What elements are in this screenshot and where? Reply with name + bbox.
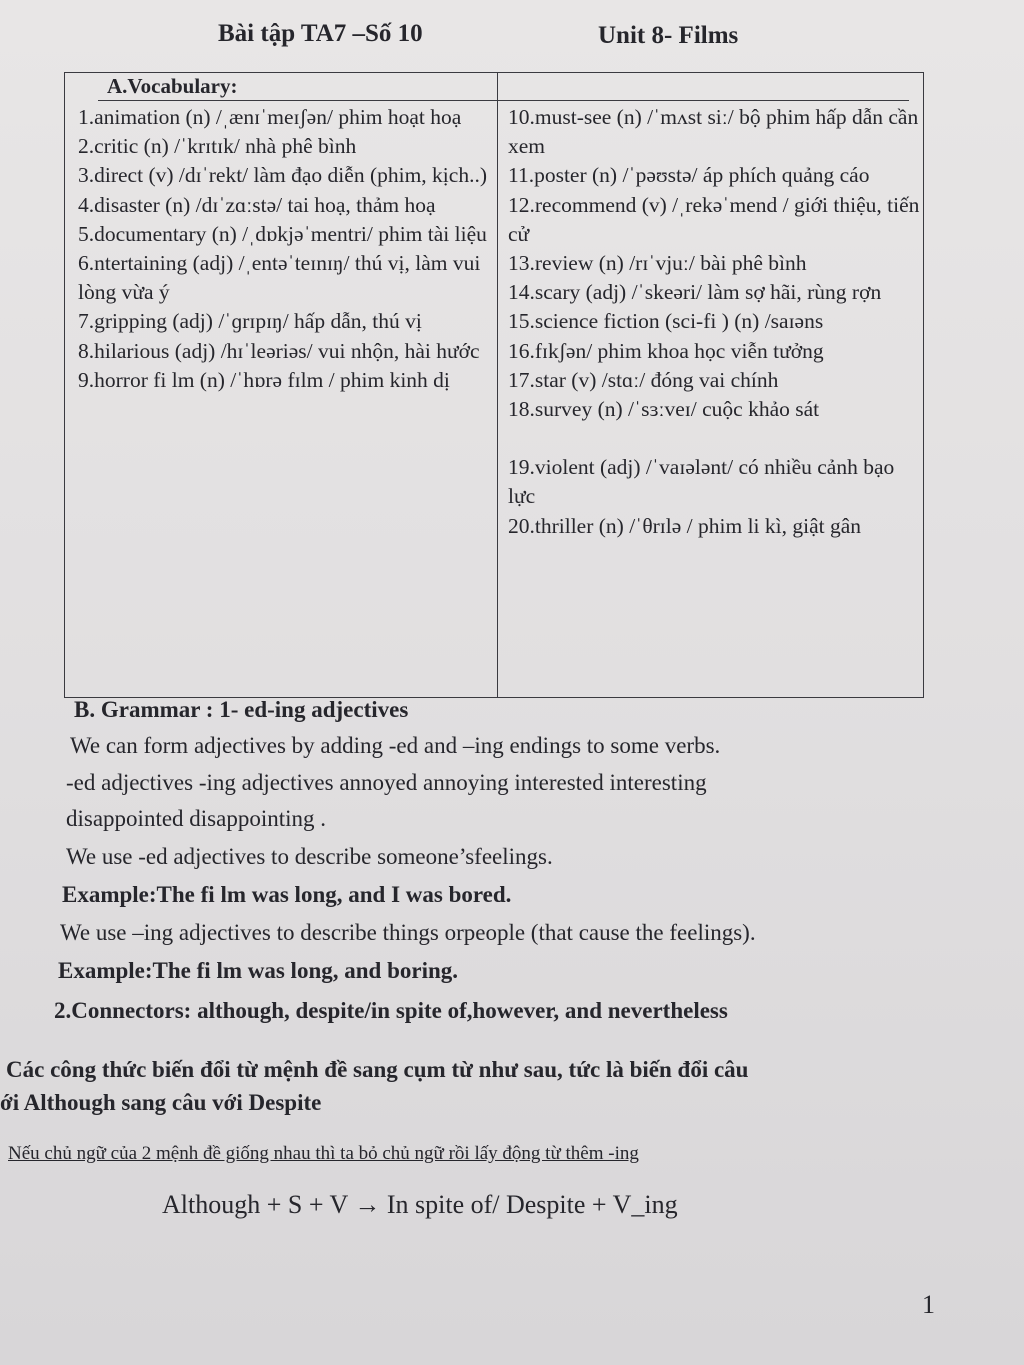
- vocab-left-column: [78, 103, 498, 395]
- grammar-line: We use –ing adjectives to describe things orpeople (that cause the feelings).: [60, 920, 756, 945]
- page-number: 1: [922, 1290, 935, 1319]
- worksheet-title: Bài tập TA7 –Số 10: [218, 20, 423, 47]
- vocab-entry: 9.horror fi lm (n) /ˈhɒrə fɪlm / phim kinh dị: [78, 367, 450, 392]
- grammar-line: disappointed disappointing .: [66, 806, 327, 831]
- conversion-note: ới Although sang câu với Despite: [0, 1090, 322, 1115]
- vocab-entry: 13.review (n) /rɪˈvjuː/ bài phê bình: [508, 251, 807, 276]
- vocab-entry: 16.fɪkʃən/ phim khoa học viễn tưởng: [508, 338, 824, 363]
- vocab-entry: 2.critic (n) /ˈkrɪtɪk/ nhà phê bình: [78, 134, 357, 159]
- table-header-line: [98, 100, 909, 101]
- vocab-entry: 8.hilarious (adj) /hɪˈleəriəs/ vui nhộn, hài hước: [78, 338, 480, 363]
- vocab-entry: 7.gripping (adj) /ˈɡrɪpɪŋ/ hấp dẫn, thú vị: [78, 309, 422, 334]
- example-sentence: Example:The fi lm was long, and boring.: [58, 958, 458, 983]
- vocab-entry: 18.survey (n) /ˈsɜːveɪ/ cuộc khảo sát: [508, 397, 820, 422]
- example-sentence: Example:The fi lm was long, and I was bored.: [62, 882, 512, 907]
- grammar-heading: B. Grammar : 1- ed-ing adjectives: [74, 697, 409, 722]
- conversion-formula: Although + S + V → In spite of/ Despite + V_ing: [162, 1190, 678, 1219]
- vocab-entry: 1.animation (n) /ˌænɪˈmeɪʃən/ phim hoạt hoạ: [78, 105, 462, 129]
- vocab-entry: 14.scary (adj) /ˈskeəri/ làm sợ hãi, rùng rợn: [508, 280, 882, 305]
- vocab-entry: 5.documentary (n) /ˌdɒkjəˈmentri/ phim tài liệu: [78, 221, 487, 246]
- vocab-entry: 4.disaster (n) /dɪˈzɑːstə/ tai hoạ, thảm hoạ: [78, 192, 436, 217]
- vocab-entry: 20.thriller (n) /ˈθrɪlə / phim li kì, giật gân: [508, 513, 862, 538]
- vocab-entry: 3.direct (v) /dɪˈrekt/ làm đạo diễn (phim, kịch..): [78, 163, 487, 188]
- vocab-entry: 17.star (v) /stɑː/ đóng vai chính: [508, 367, 779, 392]
- conversion-note: Các công thức biến đổi từ mệnh đề sang cụm từ như sau, tức là biến đổi câu: [6, 1057, 749, 1082]
- vocab-entry: 10.must-see (n) /ˈmʌst siː/ bộ phim hấp dẫn cần xem: [508, 105, 919, 159]
- vocabulary-heading: A.Vocabulary:: [107, 74, 238, 98]
- rule-note: Nếu chủ ngữ của 2 mệnh đề giống nhau thì ta bỏ chủ ngữ rồi lấy động từ thêm -ing: [8, 1143, 639, 1164]
- vocab-entry: 11.poster (n) /ˈpəʊstə/ áp phích quảng cáo: [508, 163, 870, 188]
- unit-title: Unit 8- Films: [598, 22, 739, 49]
- connectors-heading: 2.Connectors: although, despite/in spite of,however, and nevertheless: [54, 998, 728, 1023]
- vocab-entry: 15.science fiction (sci-fi ) (n) /saɪəns: [508, 309, 824, 334]
- vocab-entry: 6.ntertaining (adj) /ˌentəˈteɪnɪŋ/ thú vị, làm vui lòng vừa ý: [78, 251, 481, 305]
- vocab-entry: 19.violent (adj) /ˈvaɪələnt/ có nhiều cảnh bạo lực: [508, 455, 895, 509]
- grammar-line: -ed adjectives -ing adjectives annoyed annoying interested interesting: [66, 770, 707, 795]
- vocab-entry: 12.recommend (v) /ˌrekəˈmend / giới thiệu, tiến cử: [508, 192, 920, 246]
- vocab-right-column: [508, 103, 923, 541]
- vocabulary-table: [64, 72, 924, 698]
- grammar-line: We can form adjectives by adding -ed and –ing endings to some verbs.: [70, 733, 721, 758]
- grammar-line: We use -ed adjectives to describe someone’sfeelings.: [66, 844, 553, 869]
